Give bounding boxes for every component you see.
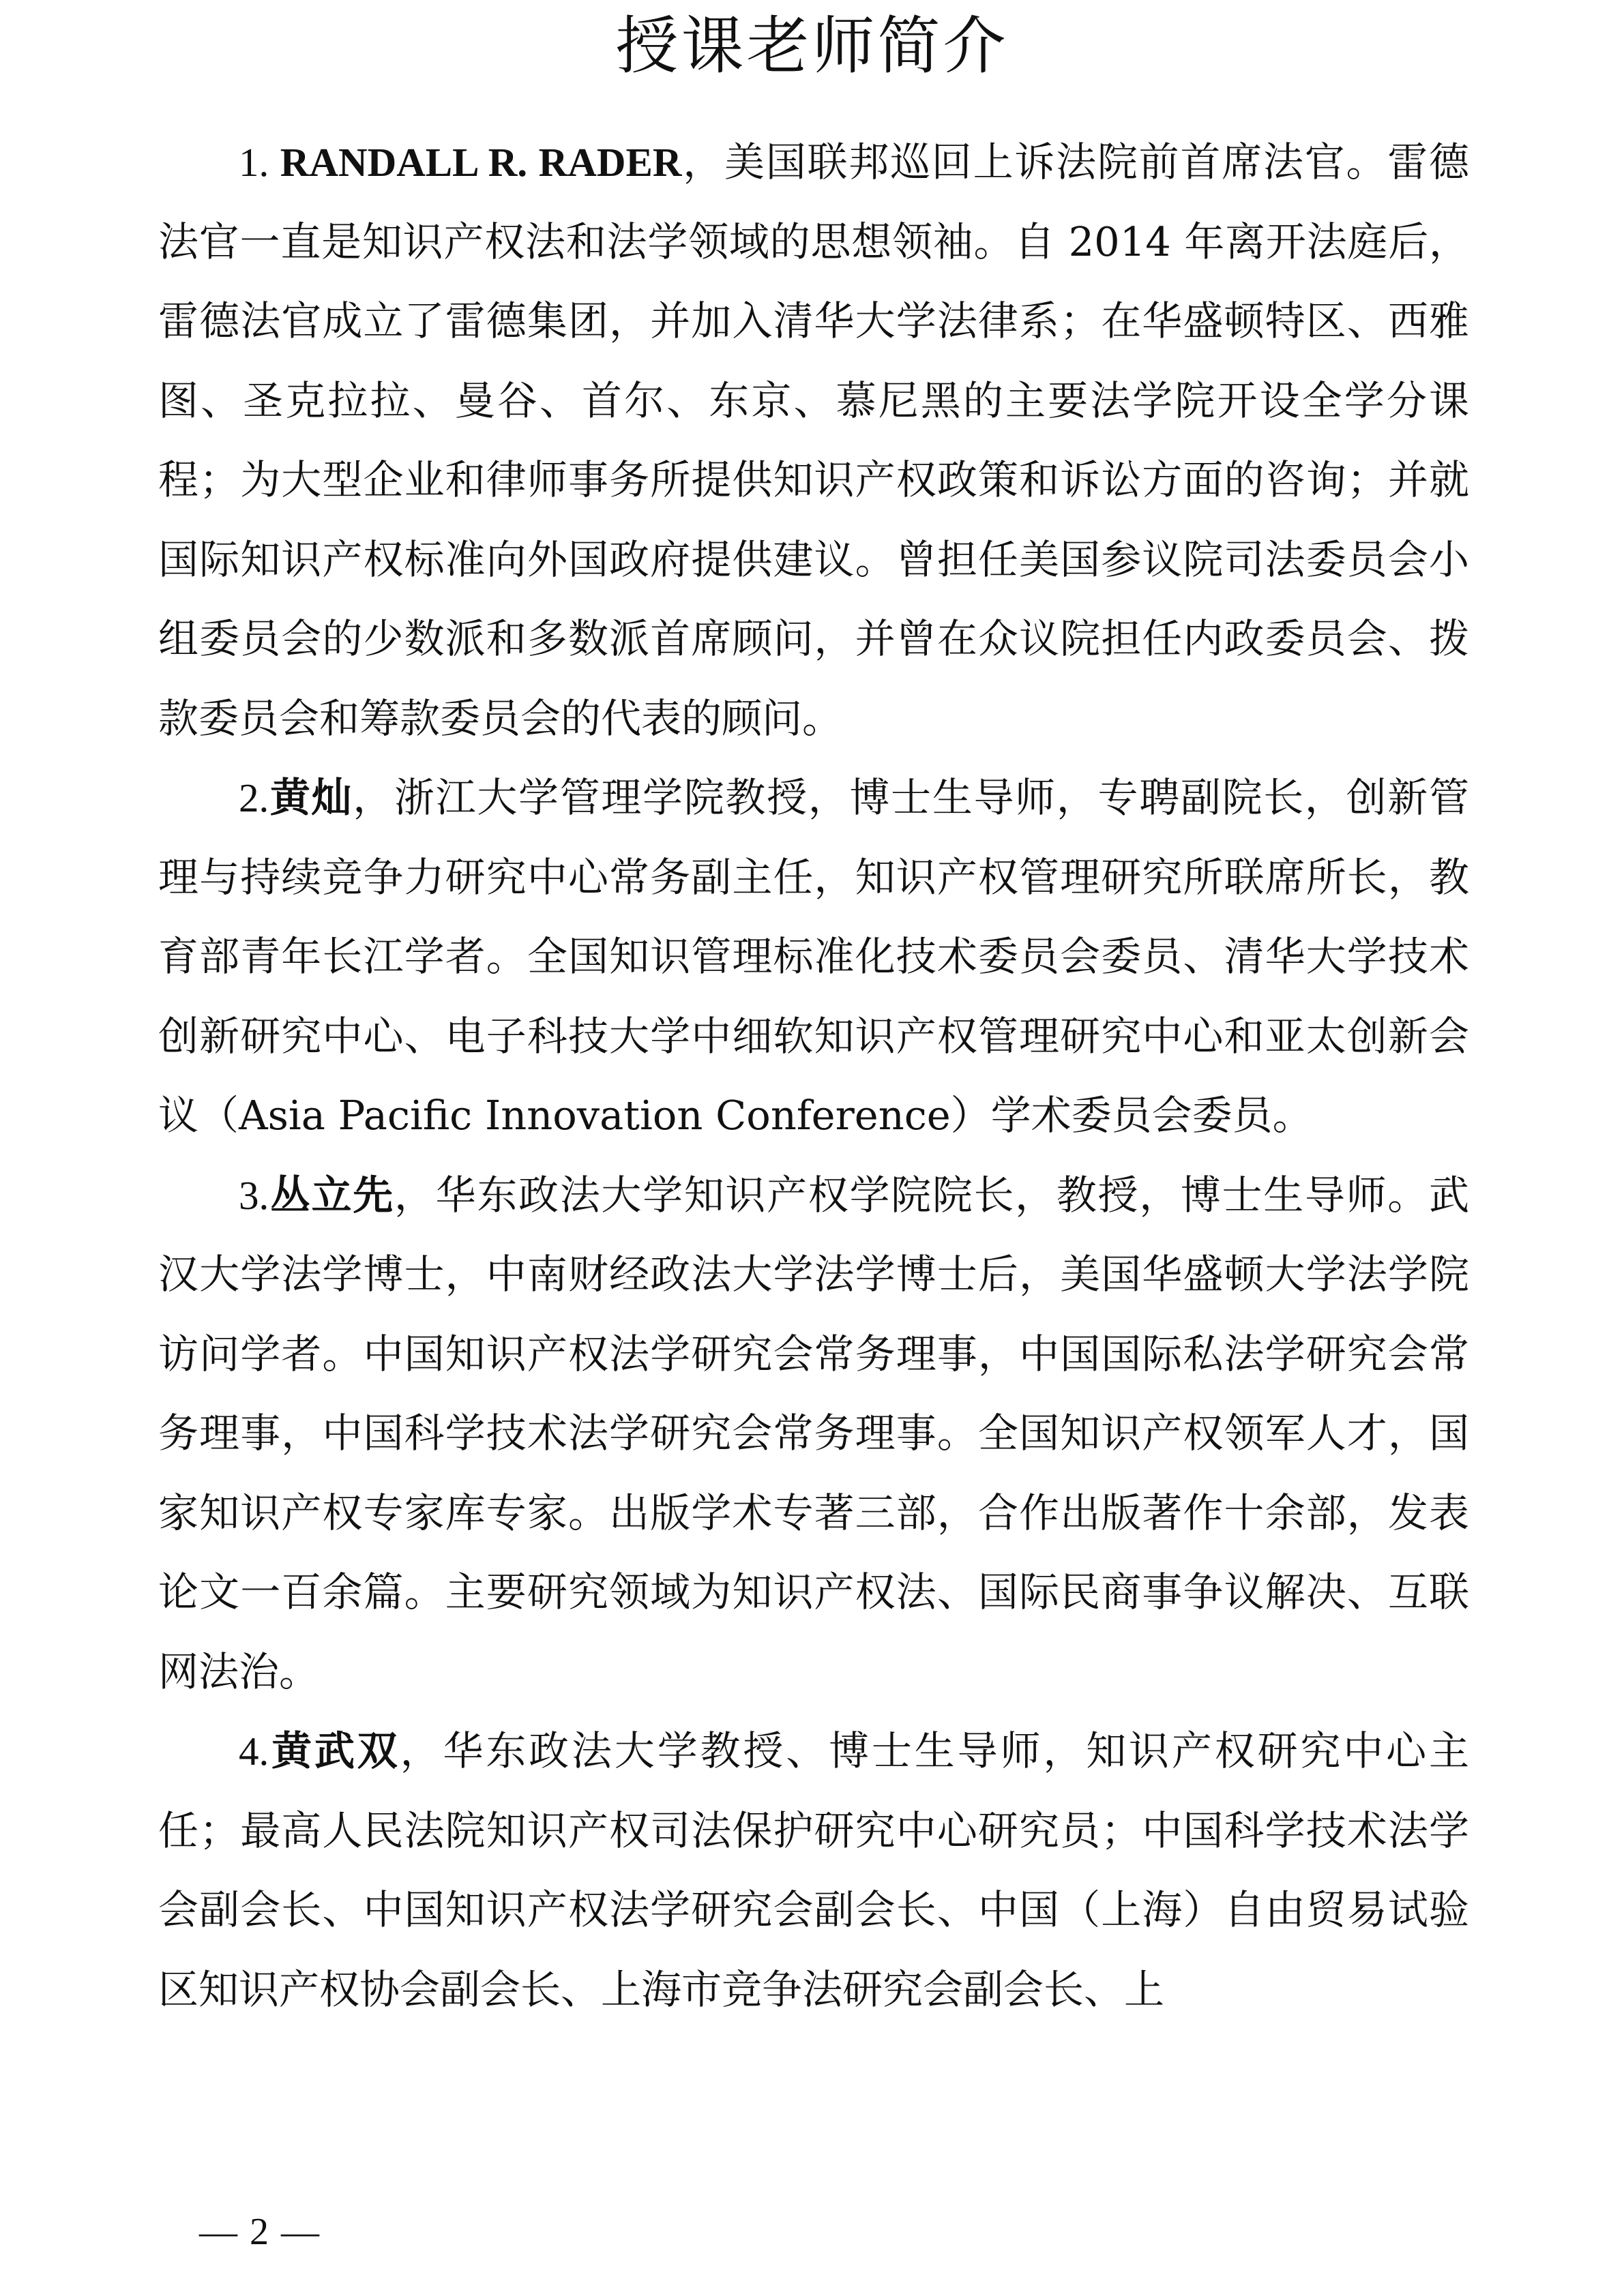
document-title: 授课老师简介 xyxy=(615,10,1009,83)
document-body xyxy=(158,123,1469,2029)
instructor-name: 丛立先 xyxy=(269,1171,394,1219)
instructor-paragraph-1 xyxy=(158,123,1469,758)
page-number: — 2 — xyxy=(199,2211,321,2253)
instructor-number: 4. xyxy=(239,1729,269,1774)
instructor-number: 2. xyxy=(239,775,269,820)
instructor-name: RANDALL R. RADER xyxy=(280,140,682,185)
instructor-number: 1. xyxy=(239,140,280,185)
instructor-bio: ，浙江大学管理学院教授，博士生导师，专聘副院长，创新管理与持续竞争力研究中心常务副主任，知识产权管理研究所联席所长，教育部青年长江学者。全国知识管理标准化技术委员会委员、清华大学技术创新研究中心、电子科技大学中细软知识产权管理研究中心和亚太创新会议（Asia Pacific Innovation Conference）学术委员会委员。 xyxy=(158,774,1469,1139)
instructor-number: 3. xyxy=(239,1172,269,1218)
instructor-name: 黄灿 xyxy=(269,774,353,821)
instructor-paragraph-3 xyxy=(158,1156,1469,1712)
instructor-name: 黄武双 xyxy=(269,1727,400,1774)
instructor-bio: ，美国联邦巡回上诉法院前首席法官。雷德法官一直是知识产权法和法学领域的思想领袖。自 2014 年离开法庭后，雷德法官成立了雷德集团，并加入清华大学法律系；在华盛顿特区、西雅图、圣克拉拉、曼谷、首尔、东京、慕尼黑的主要法学院开设全学分课程；为大型企业和律师事务所提供知识产权政策和诉讼方面的咨询；并就国际知识产权标准向外国政府提供建议。曾担任美国参议院司法委员会小组委员会的少数派和多数派首席顾问，并曾在众议院担任内政委员会、拨款委员会和筹款委员会的代表的顾问。 xyxy=(158,138,1469,742)
instructor-paragraph-4 xyxy=(158,1712,1469,2029)
instructor-bio: ，华东政法大学教授、博士生导师，知识产权研究中心主任；最高人民法院知识产权司法保护研究中心研究员；中国科学技术法学会副会长、中国知识产权法学研究会副会长、中国（上海）自由贸易试验区知识产权协会副会长、上海市竞争法研究会副会长、上 xyxy=(158,1727,1469,2013)
instructor-bio: ，华东政法大学知识产权学院院长，教授，博士生导师。武汉大学法学博士，中南财经政法大学法学博士后，美国华盛顿大学法学院访问学者。中国知识产权法学研究会常务理事，中国国际私法学研究会常务理事，中国科学技术法学研究会常务理事。全国知识产权领军人才，国家知识产权专家库专家。出版学术专著三部，合作出版著作十余部，发表论文一百余篇。主要研究领域为知识产权法、国际民商事争议解决、互联网法治。 xyxy=(158,1171,1469,1695)
instructor-paragraph-2 xyxy=(158,758,1469,1156)
